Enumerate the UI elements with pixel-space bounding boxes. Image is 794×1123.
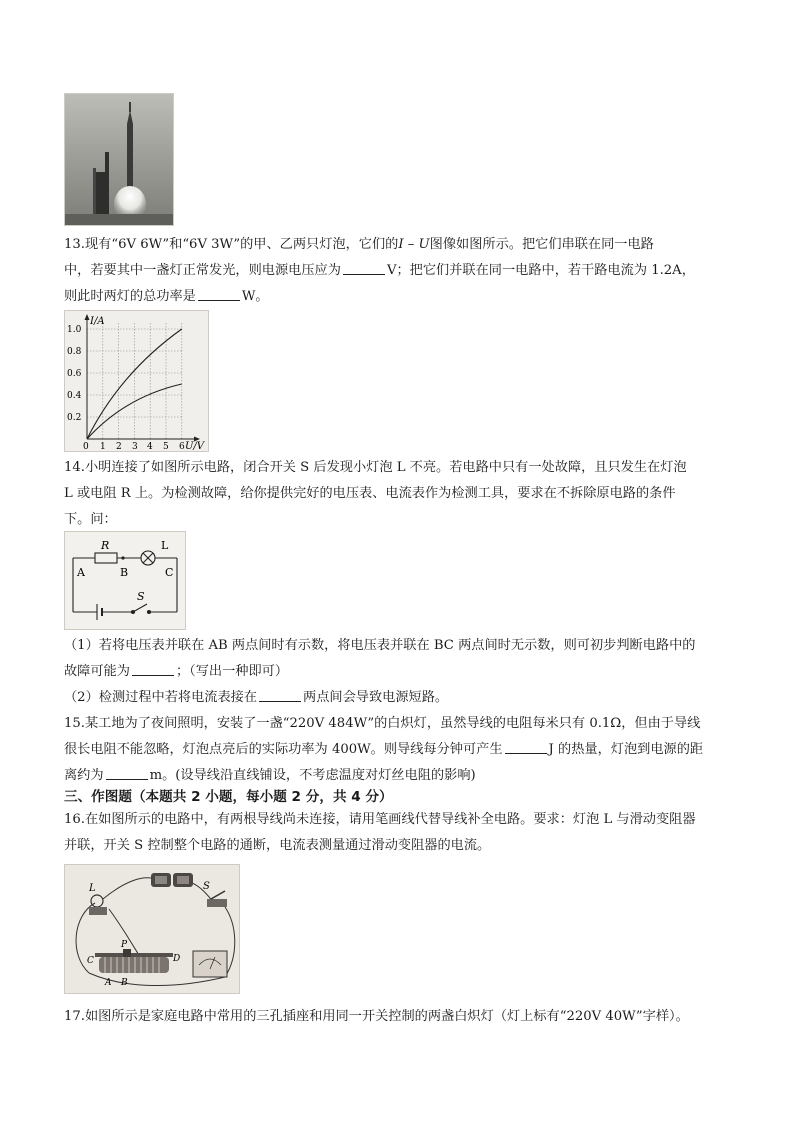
q13-blank-power[interactable]: [198, 286, 240, 301]
q13-text-a: 13.现有“6V 6W”和“6V 3W”的甲、乙两只灯泡，它们的: [64, 237, 399, 252]
x-tick-4: 4: [147, 442, 153, 451]
q13-line3-b: W。: [241, 289, 269, 304]
q14-sub1-c: ；（写出一种即可）: [175, 664, 289, 679]
q14-sub2-b: 两点间会导致电源短路。: [303, 690, 449, 705]
x-tick-0: 0: [83, 442, 89, 451]
q14-sub1-line1: （1）若将电压表并联在 AB 两点间时有示数，将电压表并联在 BC 两点间时无示数，则可初步判断电路中的: [64, 638, 696, 653]
q14-line2: L 或电阻 R 上。为检测故障，给你提供完好的电压表、电流表作为检测工具，要求在不拆除原电路的条件: [64, 486, 676, 501]
q13-line2-a: 中，若要其中一盏灯正常发光，则电源电压应为: [64, 263, 341, 278]
y-tick-1.0: 1.0: [67, 325, 82, 335]
physical-circuit-svg: [65, 865, 239, 993]
q16-line1: 16.在如图所示的电路中，有两根导线尚未连接，请用笔画线代替导线补全电路。要求：灯泡 L 与滑动变阻器: [64, 812, 696, 827]
q13-line2: [64, 258, 734, 284]
x-tick-2: 2: [116, 442, 122, 451]
q17-line1: 17.如图所示是家庭电路中常用的三孔插座和用同一开关控制的两盏白炽灯（灯上标有“220V 40W”字样）。: [64, 1009, 689, 1024]
q14-sub1-line2: [64, 659, 734, 685]
q13-line3: [64, 284, 734, 310]
label-d-physical: D: [173, 954, 181, 964]
q15-blank-distance[interactable]: [106, 765, 148, 780]
label-l-physical: L: [89, 883, 96, 894]
q15-line2-b: J 的热量，灯泡到电源的距: [548, 742, 704, 757]
rheostat: [95, 949, 173, 973]
section3-title: 三、作图题（本题共 2 小题，每小题 2 分，共 4 分）: [64, 789, 393, 805]
x-label: U/V: [185, 441, 205, 451]
label-c-physical: C: [87, 956, 94, 966]
rocket-illustration: [65, 94, 173, 225]
q13-u: U: [418, 237, 430, 252]
q15-line3-a: 离约为: [64, 768, 104, 783]
x-tick-3: 3: [132, 442, 138, 451]
x-tick-1: 1: [100, 442, 106, 451]
x-tick-6: 6: [179, 442, 185, 451]
q13-line1: [64, 232, 734, 258]
x-tick-5: 5: [163, 442, 169, 451]
resistor-symbol: [95, 553, 117, 563]
q13-dash: –: [403, 237, 419, 252]
q14-blank-fault[interactable]: [132, 661, 174, 676]
q15-line3-b: m。(设导线沿直线铺设，不考虑温度对灯丝电阻的影响): [149, 768, 476, 783]
label-b-physical: B: [121, 978, 128, 988]
q14-blank-points[interactable]: [259, 687, 301, 702]
switch-device: [207, 891, 227, 907]
q16-line2: 并联，开关 S 控制整个电路的通断，电流表测量通过滑动变阻器的电流。: [64, 838, 491, 853]
label-p-physical: P: [121, 940, 128, 950]
iu-graph-svg: [65, 311, 208, 451]
q15-line1: 15.某工地为了夜间照明，安装了一盏“220V 484W”的白炽灯，虽然导线的电阻每米只有 0.1Ω，但由于导线: [64, 716, 701, 731]
label-a-physical: A: [105, 978, 112, 988]
q14-sub1-b: 故障可能为: [64, 664, 130, 679]
label-a: A: [77, 566, 85, 579]
circuit-svg: [65, 532, 185, 629]
physical-circuit-diagram: [64, 864, 240, 994]
battery-cells: [151, 873, 193, 887]
y-label: I/A: [90, 316, 105, 327]
q13-line2-b: V；把它们并联在同一电路中，若干路电流为 1.2A，: [386, 263, 695, 278]
rocket-photo: [64, 93, 174, 226]
iu-graph: [64, 310, 209, 452]
y-tick-0.8: 0.8: [67, 347, 82, 357]
q13-blank-voltage[interactable]: [343, 260, 385, 275]
label-b: B: [120, 566, 129, 579]
q15-line2: [64, 737, 734, 763]
q14-line3: 下。问：: [64, 512, 117, 527]
q15-line2-a: 很长电阻不能忽略，灯泡点亮后的实际功率为 400W。则导线每分钟可产生: [64, 742, 503, 757]
q14-line1: 14.小明连接了如图所示电路，闭合开关 S 后发现小灯泡 L 不亮。若电路中只有一处故障，且只发生在灯泡: [64, 460, 687, 475]
y-tick-0.2: 0.2: [67, 413, 82, 423]
label-c: C: [165, 566, 174, 579]
circuit-diagram: [64, 531, 186, 630]
q13-line3-a: 则此时两灯的总功率是: [64, 289, 196, 304]
q14-sub2-a: （2）检测过程中若将电流表接在: [64, 690, 258, 705]
label-r: R: [101, 539, 110, 552]
y-tick-0.6: 0.6: [67, 369, 82, 379]
q15-blank-heat[interactable]: [505, 739, 547, 754]
switch-symbol: [133, 604, 147, 612]
q14-sub2: [64, 685, 734, 711]
ammeter: [193, 951, 227, 977]
y-tick-0.4: 0.4: [67, 391, 82, 401]
q13-text-b: 图像如图所示。把它们串联在同一电路: [429, 237, 654, 252]
q13-i: I: [398, 237, 404, 252]
label-s: S: [137, 590, 145, 603]
label-s-physical: S: [203, 881, 210, 892]
label-l: L: [161, 539, 169, 552]
